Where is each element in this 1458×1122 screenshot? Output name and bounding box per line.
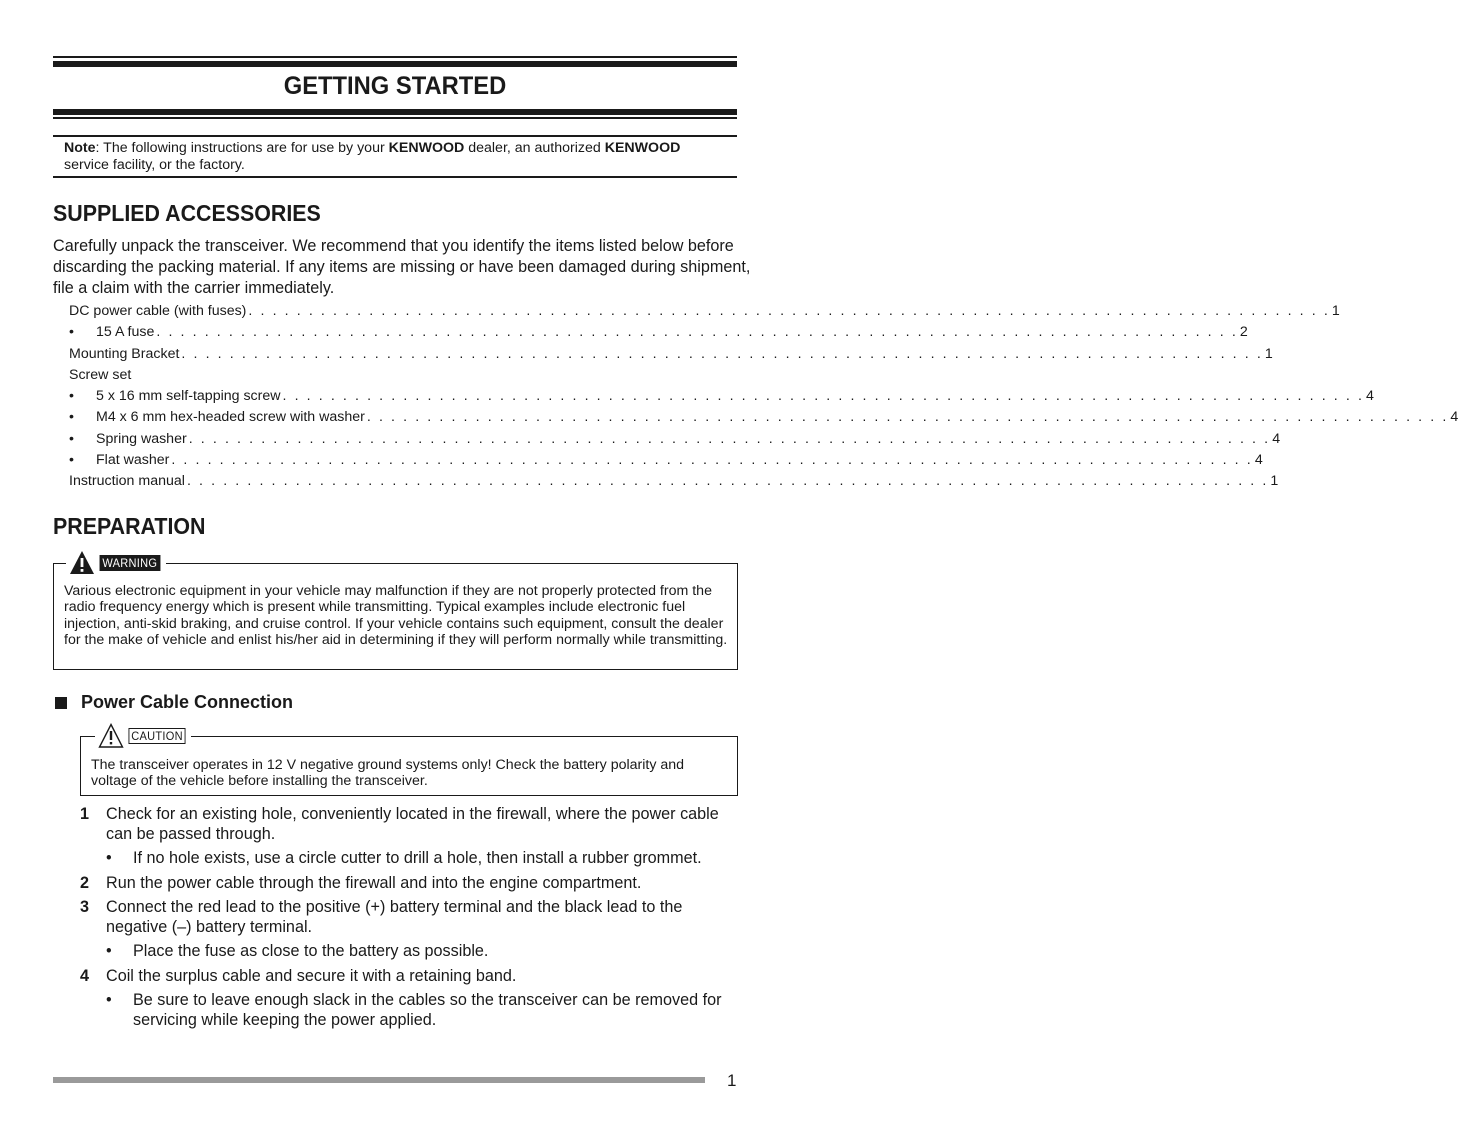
- step-number: 4: [80, 966, 90, 985]
- note-text-1: : The following instructions are for use by your: [95, 140, 389, 156]
- step-item: [80, 967, 740, 987]
- step-text: Connect the red lead to the positive (+) battery terminal and the black lead to the negative (–) battery terminal.: [106, 898, 683, 936]
- accessory-bullet: •: [69, 430, 74, 447]
- step-sub-bullet: •: [106, 942, 112, 960]
- accessory-list: [69, 303, 1458, 495]
- steps-list: [80, 805, 740, 1035]
- accessory-label: Instruction manual: [69, 473, 185, 490]
- step-sub-text: If no hole exists, use a circle cutter to drill a hole, then install a rubber grommet.: [133, 849, 702, 867]
- title-rule-top-thick: [53, 61, 737, 67]
- step-sub-item: [106, 849, 740, 869]
- accessory-bullet: •: [69, 324, 74, 341]
- caution-triangle-icon: [98, 723, 124, 749]
- warning-box: [53, 556, 738, 670]
- caution-box: [80, 729, 738, 796]
- accessory-leader-dots: . . . . . . . . . . . . . . . . . . . . . . . . . . . . . . . . . . . . . . . . . . . . . . . . . . . . . . . . . . . . . . . . . . . . . . . . . . . . . . . . . . . . . . . . . .: [186, 473, 1269, 490]
- accessory-quantity: 4: [1272, 430, 1281, 447]
- power-cable-heading: [55, 692, 293, 713]
- accessory-item: [69, 345, 1273, 367]
- accessory-item: [69, 473, 1279, 494]
- step-sub-bullet: •: [106, 991, 112, 1009]
- title-rule-bottom-thick: [53, 109, 737, 115]
- accessory-label: Spring washer: [96, 430, 187, 447]
- note-text-2: dealer, an authorized: [464, 140, 605, 156]
- accessory-label: Flat washer: [96, 452, 170, 469]
- accessory-label: DC power cable (with fuses): [69, 303, 247, 319]
- accessory-label: M4 x 6 mm hex-headed screw with washer: [96, 409, 365, 426]
- accessory-item: [69, 367, 719, 388]
- accessory-leader-dots: . . . . . . . . . . . . . . . . . . . . . . . . . . . . . . . . . . . . . . . . . . . . . . . . . . . . . . . . . . . . . . . . . . . . . . . . . . . . . . . . . . . . . . . . . .: [248, 303, 1330, 319]
- section-square-icon: [55, 697, 67, 709]
- warning-label: WARNING: [100, 555, 160, 571]
- caution-tag: [95, 723, 191, 749]
- step-item: [80, 898, 740, 937]
- accessory-leader-dots: . . . . . . . . . . . . . . . . . . . . . . . . . . . . . . . . . . . . . . . . . . . . . . . . . . . . . . . . . . . . . . . . . . . . . . . . . . . . . . . . . . . . . . . . . .: [282, 388, 1364, 405]
- preparation-heading: PREPARATION: [53, 513, 206, 539]
- note-rule-top: [53, 135, 737, 137]
- title-rule-top-thin: [53, 56, 737, 58]
- accessory-quantity: 1: [1270, 473, 1279, 490]
- note-block: [64, 140, 728, 174]
- accessory-leader-dots: . . . . . . . . . . . . . . . . . . . . . . . . . . . . . . . . . . . . . . . . . . . . . . . . . . . . . . . . . . . . . . . . . . . . . . . . . . . . . . . . . . . . . . . . . .: [188, 430, 1271, 447]
- accessory-label: 5 x 16 mm self-tapping screw: [96, 388, 281, 405]
- warning-tag: [66, 550, 166, 576]
- step-sub-item: [106, 942, 740, 962]
- supplied-accessories-heading: SUPPLIED ACCESSORIES: [53, 200, 321, 226]
- accessory-leader-dots: . . . . . . . . . . . . . . . . . . . . . . . . . . . . . . . . . . . . . . . . . . . . . . . . . . . . . . . . . . . . . . . . . . . . . . . . . . . . . . . . . . . . . . . . . .: [171, 452, 1253, 469]
- accessory-item: [69, 388, 1374, 409]
- footer-bar: [53, 1077, 705, 1083]
- title-rule-bottom-thin: [53, 117, 737, 119]
- supplied-intro: Carefully unpack the transceiver. We recommend that you identify the items listed below before discarding the packing material. If any items are missing or have been damaged during shipment, file a claim with the carrier immediately.: [53, 237, 751, 297]
- caution-label: CAUTION: [128, 728, 185, 744]
- accessory-quantity: 4: [1450, 409, 1458, 426]
- warning-triangle-icon: [69, 550, 95, 576]
- accessory-item: [69, 409, 1458, 430]
- accessory-label: Screw set: [69, 366, 132, 383]
- accessory-leader-dots: . . . . . . . . . . . . . . . . . . . . . . . . . . . . . . . . . . . . . . . . . . . . . . . . . . . . . . . . . . . . . . . . . . . . . . . . . . . . . . . . . . . . . . . . . .: [156, 324, 1238, 341]
- accessory-label: 15 A fuse: [96, 324, 155, 341]
- power-cable-heading-text: Power Cable Connection: [81, 692, 294, 712]
- note-label: Note: [64, 140, 96, 156]
- step-text: Run the power cable through the firewall and into the engine compartment.: [106, 873, 642, 892]
- accessory-quantity: 1: [1331, 303, 1340, 319]
- accessory-leader-dots: . . . . . . . . . . . . . . . . . . . . . . . . . . . . . . . . . . . . . . . . . . . . . . . . . . . . . . . . . . . . . . . . . . . . . . . . . . . . . . . . . . . . . . . . . .: [366, 409, 1449, 426]
- step-text: Check for an existing hole, conveniently located in the firewall, where the power cable can be passed through.: [106, 805, 719, 843]
- accessory-label: Mounting Bracket: [69, 345, 180, 362]
- accessory-quantity: 4: [1366, 388, 1374, 405]
- step-text: Coil the surplus cable and secure it with a retaining band.: [106, 966, 517, 985]
- page-title: GETTING STARTED: [283, 72, 507, 100]
- accessory-item: [69, 324, 1248, 345]
- accessory-item: [69, 452, 1263, 473]
- step-sub-bullet: •: [106, 849, 112, 867]
- accessory-quantity: 2: [1239, 324, 1248, 341]
- step-number: 1: [80, 805, 90, 823]
- step-sub-text: Be sure to leave enough slack in the cables so the transceiver can be removed for servicing while keeping the power applied.: [133, 991, 722, 1029]
- step-number: 2: [80, 873, 90, 892]
- page-number: 1: [727, 1071, 737, 1090]
- accessory-bullet: •: [69, 452, 74, 469]
- caution-text: The transceiver operates in 12 V negative ground systems only! Check the battery polarity and voltage of the vehicle before installing the transceiver.: [91, 757, 685, 790]
- accessory-leader-dots: . . . . . . . . . . . . . . . . . . . . . . . . . . . . . . . . . . . . . . . . . . . . . . . . . . . . . . . . . . . . . . . . . . . . . . . . . . . . . . . . . . . . . . . . . .: [181, 345, 1263, 362]
- step-sub-item: [106, 991, 740, 1030]
- step-number: 3: [80, 898, 90, 916]
- accessory-item: [69, 430, 1281, 452]
- note-brand-1: KENWOOD: [388, 140, 465, 156]
- accessory-quantity: 1: [1264, 345, 1273, 362]
- accessory-bullet: •: [69, 409, 74, 426]
- step-item: [80, 805, 740, 844]
- note-text-3: service facility, or the factory.: [64, 157, 245, 173]
- step-sub-text: Place the fuse as close to the battery as possible.: [133, 942, 489, 960]
- accessory-bullet: •: [69, 388, 74, 405]
- warning-text: Various electronic equipment in your vehicle may malfunction if they are not properly protected from the radio frequency energy which is present while transmitting. Typical examples include electronic fuel injection, anti-skid braking, and cruise control. If your vehicle contains such equipment, consult the dealer for the make of vehicle and enlist his/her aid in determining if they will perform normally while transmitting.: [64, 583, 728, 648]
- accessory-item: [69, 303, 1340, 324]
- note-brand-2: KENWOOD: [604, 140, 681, 156]
- step-item: [80, 874, 740, 894]
- note-rule-bottom: [53, 176, 737, 178]
- accessory-quantity: 4: [1254, 452, 1263, 469]
